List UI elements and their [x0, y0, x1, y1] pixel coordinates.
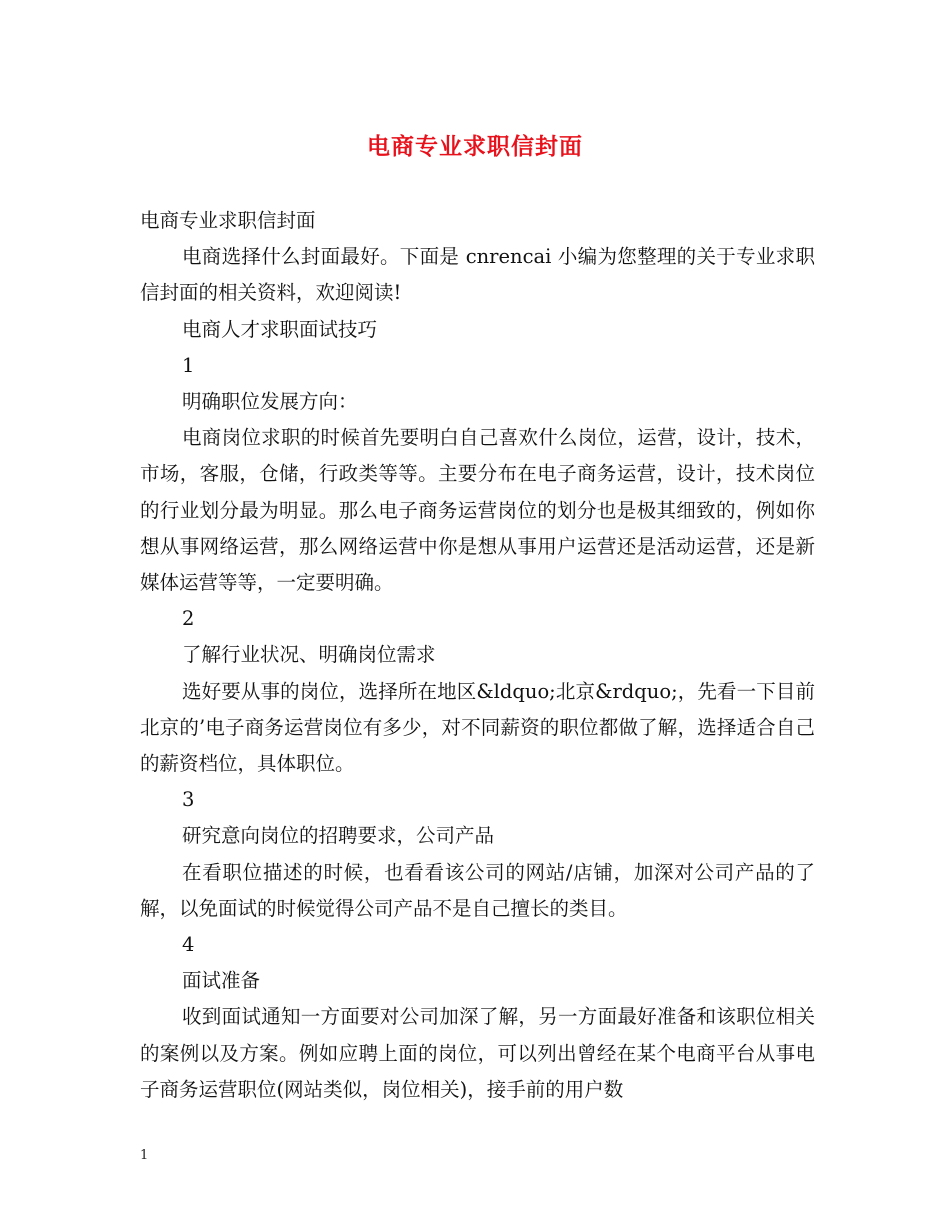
- section-heading-tips: 电商人才求职面试技巧: [182, 317, 378, 341]
- step-heading-2: 了解行业状况、明确岗位需求: [182, 643, 436, 667]
- document-title: 电商专业求职信封面: [367, 133, 583, 160]
- step-number-1: 1: [182, 353, 195, 377]
- body-paragraph-step-4: 收到面试通知一方面要对公司加深了解，另一方面最好准备和该职位相关的案例以及方案。例如应聘上面的岗位，可以列出曾经在某个电商平台从事电子商务运营职位(网站类似，岗位相关)，接手前的用户数: [140, 1005, 815, 1101]
- body-paragraph-step-3: 在看职位描述的时候，也看看该公司的网站/店铺，加深对公司产品的了解，以免面试的时候觉得公司产品不是自己擅长的类目。: [140, 860, 815, 920]
- step-number-2: 2: [182, 607, 195, 631]
- body-paragraph-intro: 电商选择什么封面最好。下面是 cnrencai 小编为您整理的关于专业求职信封面的相关资料，欢迎阅读!: [140, 245, 815, 305]
- step-heading-1: 明确职位发展方向：: [182, 390, 358, 414]
- body-paragraph-step-2: 选好要从事的岗位，选择所在地区&ldquo;北京&rdquo;，先看一下目前北京的’电子商务运营岗位有多少，对不同薪资的职位都做了解，选择适合自己的薪资档位，具体职位。: [140, 679, 815, 776]
- page-number: 1: [140, 1148, 149, 1163]
- step-heading-4: 面试准备: [182, 969, 261, 993]
- body-paragraph-step-1: 电商岗位求职的时候首先要明白自己喜欢什么岗位，运营，设计，技术，市场，客服，仓储，行政类等等。主要分布在电子商务运营，设计，技术岗位的行业划分最为明显。那么电子商务运营岗位的划分也是极其细致的，例如你想从事网络运营，那么网络运营中你是想从事用户运营还是活动运营，还是新媒体运营等等，一定要明确。: [140, 426, 815, 595]
- step-number-3: 3: [182, 788, 195, 812]
- document-body: [140, 203, 815, 1108]
- step-heading-3: 研究意向岗位的招聘要求，公司产品: [182, 824, 495, 848]
- body-paragraph-heading: 电商专业求职信封面: [140, 209, 316, 232]
- step-number-4: 4: [182, 933, 195, 957]
